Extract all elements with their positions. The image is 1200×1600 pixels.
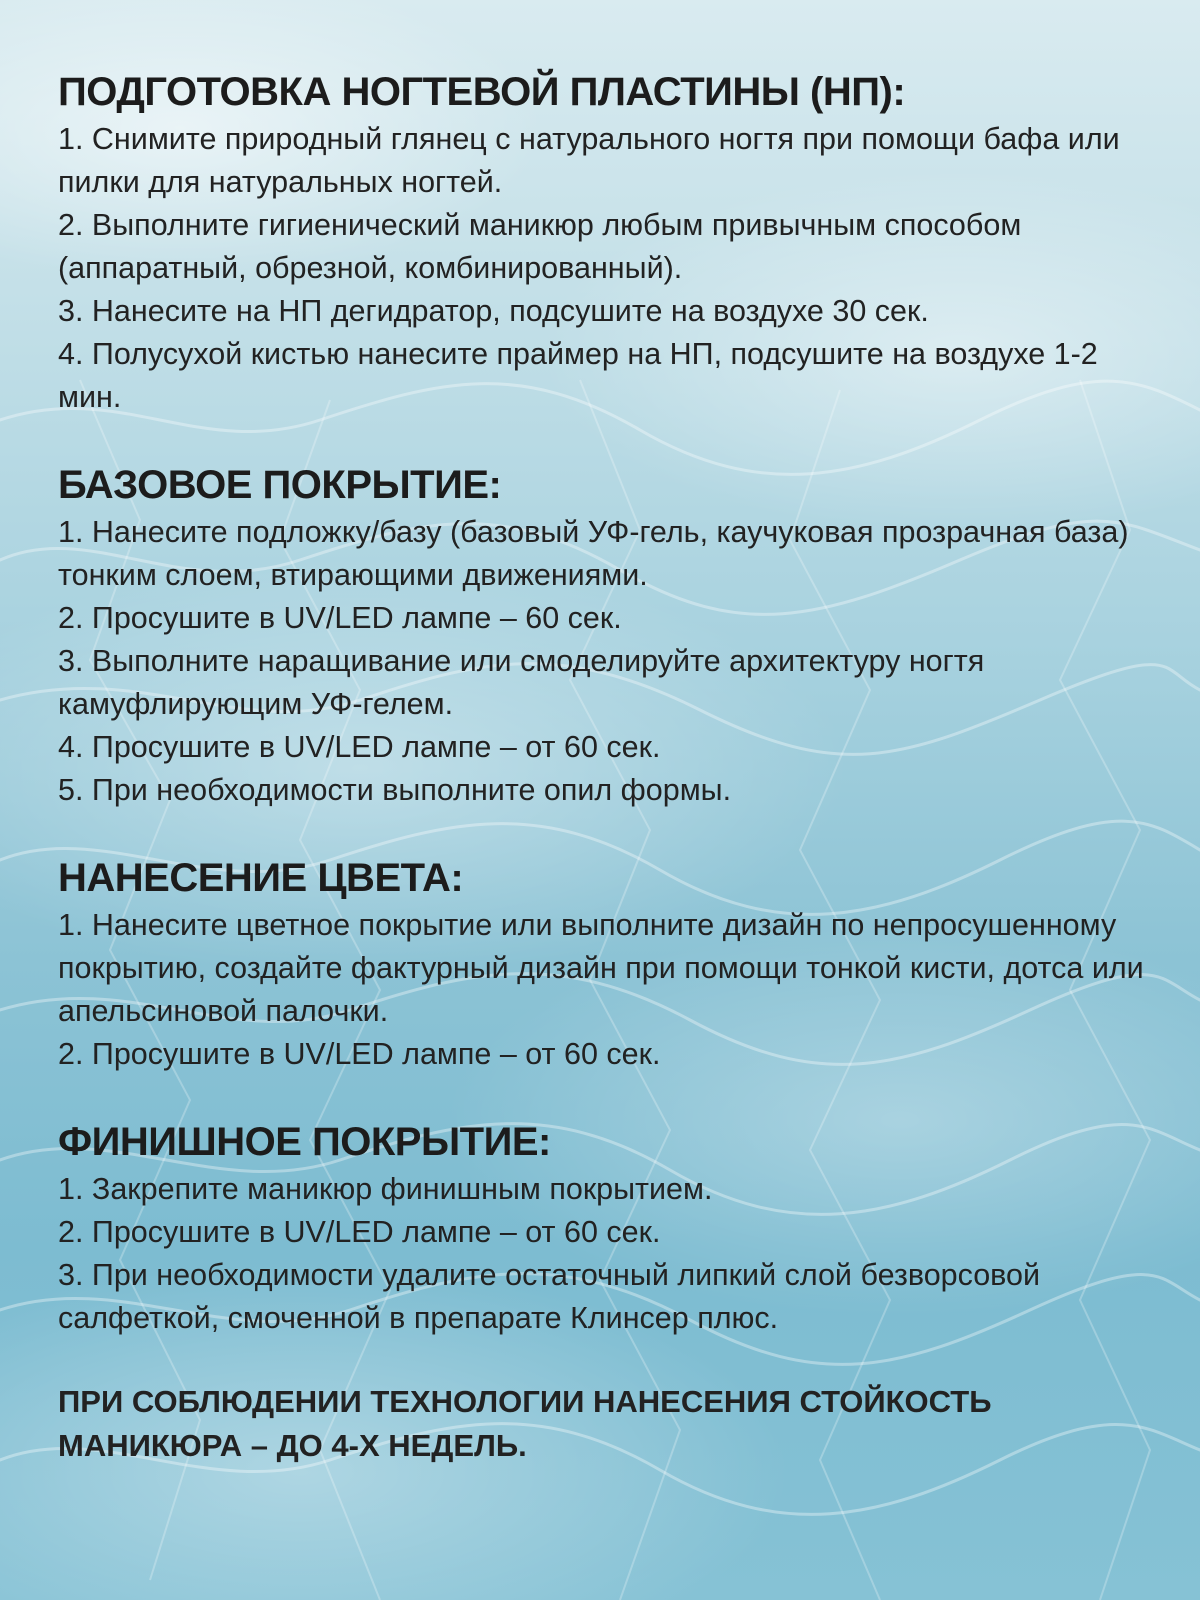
section-top-coat <box>58 1116 1168 1340</box>
step-item: 1. Нанесите подложку/базу (базовый УФ-гель, каучуковая прозрачная база) тонким слоем, втирающими движениями. <box>58 515 1129 592</box>
steps-list <box>58 511 1168 812</box>
step-item: 3. Нанесите на НП дегидратор, подсушите на воздухе 30 сек. <box>58 294 929 328</box>
section-title: НАНЕСЕНИЕ ЦВЕТА: <box>58 856 464 900</box>
section-color-application <box>58 852 1168 1076</box>
section-durability-note <box>58 1380 1168 1468</box>
step-item: 4. Просушите в UV/LED лампе – от 60 сек. <box>58 730 661 764</box>
steps-list <box>58 904 1168 1076</box>
section-nail-plate-preparation <box>58 66 1168 419</box>
step-item: 1. Нанесите цветное покрытие или выполните дизайн по непросушенному покрытию, создайте фактурный дизайн при помощи тонкой кисти, дотса или апельсиновой палочки. <box>58 908 1144 1028</box>
steps-list <box>58 1168 1168 1340</box>
step-item: 3. При необходимости удалите остаточный липкий слой безворсовой салфеткой, смоченной в препарате Клинсер плюс. <box>58 1258 1041 1335</box>
step-item: 1. Снимите природный глянец с натурального ногтя при помощи бафа или пилки для натуральных ногтей. <box>58 122 1120 199</box>
section-base-coat <box>58 459 1168 812</box>
instructions-document <box>58 66 1168 1468</box>
section-title: ПОДГОТОВКА НОГТЕВОЙ ПЛАСТИНЫ (НП): <box>58 70 906 114</box>
steps-list <box>58 118 1168 419</box>
step-item: 5. При необходимости выполните опил формы. <box>58 773 732 807</box>
durability-note: ПРИ СОБЛЮДЕНИИ ТЕХНОЛОГИИ НАНЕСЕНИЯ СТОЙКОСТЬ МАНИКЮРА – ДО 4-Х НЕДЕЛЬ. <box>58 1384 992 1463</box>
section-title: БАЗОВОЕ ПОКРЫТИЕ: <box>58 463 502 507</box>
step-item: 4. Полусухой кистью нанесите праймер на НП, подсушите на воздухе 1-2 мин. <box>58 337 1098 414</box>
step-item: 2. Выполните гигиенический маникюр любым привычным способом (аппаратный, обрезной, комбинированный). <box>58 208 1022 285</box>
step-item: 1. Закрепите маникюр финишным покрытием. <box>58 1172 713 1206</box>
section-title: ФИНИШНОЕ ПОКРЫТИЕ: <box>58 1120 551 1164</box>
step-item: 2. Просушите в UV/LED лампе – 60 сек. <box>58 601 622 635</box>
step-item: 2. Просушите в UV/LED лампе – от 60 сек. <box>58 1215 661 1249</box>
step-item: 3. Выполните наращивание или смоделируйте архитектуру ногтя камуфлирующим УФ-гелем. <box>58 644 985 721</box>
step-item: 2. Просушите в UV/LED лампе – от 60 сек. <box>58 1037 661 1071</box>
